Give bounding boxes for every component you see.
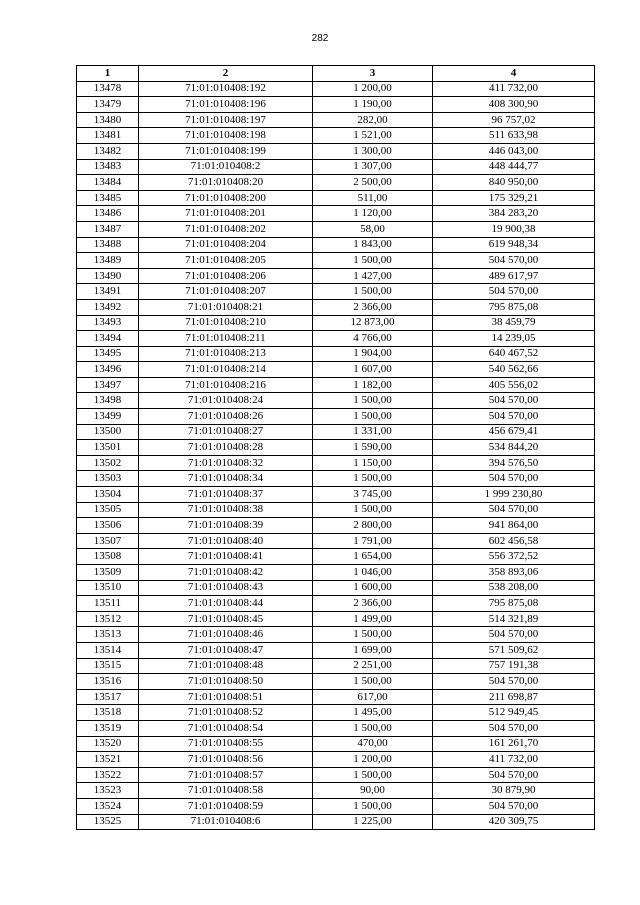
table-cell-col-2: 71:01:010408:201	[139, 206, 313, 222]
table-cell-col-2: 71:01:010408:204	[139, 237, 313, 253]
table-cell-col-4: 384 283,20	[433, 206, 595, 222]
table-cell-col-4: 640 467,52	[433, 346, 595, 362]
table-cell-col-1: 13478	[77, 81, 139, 97]
table-cell-col-1: 13500	[77, 424, 139, 440]
table-row	[77, 315, 595, 331]
table-cell-col-4: 96 757,02	[433, 112, 595, 128]
table-cell-col-3: 2 500,00	[313, 175, 433, 191]
table-cell-col-1: 13486	[77, 206, 139, 222]
table-cell-col-1: 13513	[77, 627, 139, 643]
column-header-1: 1	[77, 66, 139, 82]
table-cell-col-1: 13504	[77, 487, 139, 503]
table-cell-col-1: 13483	[77, 159, 139, 175]
table-row	[77, 409, 595, 425]
table-row	[77, 533, 595, 549]
table-cell-col-2: 71:01:010408:6	[139, 814, 313, 830]
table-cell-col-2: 71:01:010408:32	[139, 455, 313, 471]
table-cell-col-1: 13514	[77, 642, 139, 658]
table-cell-col-4: 456 679,41	[433, 424, 595, 440]
table-row	[77, 471, 595, 487]
table-cell-col-2: 71:01:010408:55	[139, 736, 313, 752]
table-cell-col-3: 1 521,00	[313, 128, 433, 144]
table-cell-col-2: 71:01:010408:205	[139, 253, 313, 269]
table-row	[77, 736, 595, 752]
table-cell-col-1: 13498	[77, 393, 139, 409]
table-cell-col-2: 71:01:010408:52	[139, 705, 313, 721]
table-cell-col-2: 71:01:010408:202	[139, 221, 313, 237]
table-cell-col-3: 1 500,00	[313, 798, 433, 814]
table-cell-col-4: 30 879,90	[433, 783, 595, 799]
table-row	[77, 112, 595, 128]
table-cell-col-4: 38 459,79	[433, 315, 595, 331]
table-row	[77, 440, 595, 456]
table-cell-col-3: 1 190,00	[313, 97, 433, 113]
table-cell-col-1: 13479	[77, 97, 139, 113]
table-row	[77, 502, 595, 518]
table-cell-col-3: 1 046,00	[313, 565, 433, 581]
table-cell-col-2: 71:01:010408:50	[139, 674, 313, 690]
table-row	[77, 97, 595, 113]
table-cell-col-3: 12 873,00	[313, 315, 433, 331]
table-cell-col-2: 71:01:010408:21	[139, 299, 313, 315]
table-cell-col-4: 757 191,38	[433, 658, 595, 674]
table-cell-col-1: 13515	[77, 658, 139, 674]
table-cell-col-3: 2 366,00	[313, 596, 433, 612]
table-cell-col-3: 4 766,00	[313, 331, 433, 347]
table-cell-col-4: 14 239,05	[433, 331, 595, 347]
table-cell-col-1: 13490	[77, 268, 139, 284]
table-cell-col-4: 504 570,00	[433, 627, 595, 643]
table-row	[77, 81, 595, 97]
table-row	[77, 424, 595, 440]
table-cell-col-1: 13489	[77, 253, 139, 269]
table-cell-col-4: 394 576,50	[433, 455, 595, 471]
table-cell-col-4: 504 570,00	[433, 393, 595, 409]
table-cell-col-1: 13511	[77, 596, 139, 612]
table-cell-col-3: 1 495,00	[313, 705, 433, 721]
table-cell-col-4: 408 300,90	[433, 97, 595, 113]
table-header-row	[77, 66, 595, 82]
table-row	[77, 642, 595, 658]
table-cell-col-1: 13491	[77, 284, 139, 300]
table-cell-col-2: 71:01:010408:44	[139, 596, 313, 612]
table-cell-col-3: 1 331,00	[313, 424, 433, 440]
table-cell-col-1: 13497	[77, 377, 139, 393]
table-cell-col-1: 13516	[77, 674, 139, 690]
table-cell-col-1: 13494	[77, 331, 139, 347]
table-row	[77, 549, 595, 565]
table-cell-col-4: 446 043,00	[433, 143, 595, 159]
table-row	[77, 783, 595, 799]
table-cell-col-1: 13488	[77, 237, 139, 253]
table-cell-col-2: 71:01:010408:214	[139, 362, 313, 378]
table-cell-col-2: 71:01:010408:40	[139, 533, 313, 549]
table-cell-col-3: 1 607,00	[313, 362, 433, 378]
table-cell-col-3: 1 200,00	[313, 752, 433, 768]
table-cell-col-3: 282,00	[313, 112, 433, 128]
table-cell-col-1: 13507	[77, 533, 139, 549]
table-row	[77, 346, 595, 362]
table-cell-col-3: 1 654,00	[313, 549, 433, 565]
table-cell-col-4: 571 509,62	[433, 642, 595, 658]
table-cell-col-3: 1 791,00	[313, 533, 433, 549]
table-cell-col-3: 1 500,00	[313, 253, 433, 269]
table-cell-col-2: 71:01:010408:38	[139, 502, 313, 518]
table-cell-col-4: 358 893,06	[433, 565, 595, 581]
table-cell-col-2: 71:01:010408:58	[139, 783, 313, 799]
table-row	[77, 175, 595, 191]
table-row	[77, 627, 595, 643]
table-cell-col-4: 540 562,66	[433, 362, 595, 378]
table-row	[77, 720, 595, 736]
table-row	[77, 705, 595, 721]
table-cell-col-3: 1 300,00	[313, 143, 433, 159]
table-cell-col-3: 1 500,00	[313, 409, 433, 425]
table-row	[77, 206, 595, 222]
table-row	[77, 487, 595, 503]
table-cell-col-4: 504 570,00	[433, 284, 595, 300]
table-cell-col-1: 13522	[77, 767, 139, 783]
table-row	[77, 674, 595, 690]
table-row	[77, 596, 595, 612]
table-row	[77, 190, 595, 206]
table-cell-col-4: 511 633,98	[433, 128, 595, 144]
table-row	[77, 362, 595, 378]
table-cell-col-3: 1 182,00	[313, 377, 433, 393]
table-cell-col-4: 504 570,00	[433, 502, 595, 518]
table-cell-col-3: 2 800,00	[313, 518, 433, 534]
table-cell-col-2: 71:01:010408:199	[139, 143, 313, 159]
table-cell-col-4: 602 456,58	[433, 533, 595, 549]
table-row	[77, 455, 595, 471]
table-cell-col-4: 504 570,00	[433, 674, 595, 690]
table-cell-col-4: 19 900,38	[433, 221, 595, 237]
table-cell-col-4: 175 329,21	[433, 190, 595, 206]
table-cell-col-1: 13512	[77, 611, 139, 627]
table-cell-col-2: 71:01:010408:51	[139, 689, 313, 705]
table-cell-col-2: 71:01:010408:24	[139, 393, 313, 409]
table-cell-col-2: 71:01:010408:43	[139, 580, 313, 596]
table-cell-col-4: 1 999 230,80	[433, 487, 595, 503]
table-row	[77, 253, 595, 269]
table-cell-col-2: 71:01:010408:46	[139, 627, 313, 643]
table-cell-col-3: 1 200,00	[313, 81, 433, 97]
table-cell-col-4: 512 949,45	[433, 705, 595, 721]
table-cell-col-1: 13509	[77, 565, 139, 581]
table-cell-col-3: 1 500,00	[313, 393, 433, 409]
table-cell-col-2: 71:01:010408:200	[139, 190, 313, 206]
table-cell-col-4: 534 844,20	[433, 440, 595, 456]
table-cell-col-3: 1 120,00	[313, 206, 433, 222]
table-cell-col-4: 795 875,08	[433, 596, 595, 612]
table-cell-col-1: 13523	[77, 783, 139, 799]
table-cell-col-2: 71:01:010408:59	[139, 798, 313, 814]
table-cell-col-1: 13487	[77, 221, 139, 237]
table-cell-col-2: 71:01:010408:197	[139, 112, 313, 128]
table-cell-col-3: 2 366,00	[313, 299, 433, 315]
table-row	[77, 798, 595, 814]
table-cell-col-1: 13484	[77, 175, 139, 191]
table-cell-col-1: 13496	[77, 362, 139, 378]
table-cell-col-4: 504 570,00	[433, 767, 595, 783]
table-cell-col-1: 13510	[77, 580, 139, 596]
table-cell-col-2: 71:01:010408:20	[139, 175, 313, 191]
table-cell-col-3: 1 699,00	[313, 642, 433, 658]
table-cell-col-1: 13519	[77, 720, 139, 736]
table-cell-col-2: 71:01:010408:192	[139, 81, 313, 97]
table-cell-col-3: 90,00	[313, 783, 433, 799]
table-cell-col-3: 1 500,00	[313, 767, 433, 783]
table-cell-col-4: 411 732,00	[433, 81, 595, 97]
table-cell-col-4: 556 372,52	[433, 549, 595, 565]
table-cell-col-3: 1 500,00	[313, 627, 433, 643]
table-cell-col-3: 1 500,00	[313, 471, 433, 487]
table-cell-col-4: 619 948,34	[433, 237, 595, 253]
table-cell-col-1: 13485	[77, 190, 139, 206]
table-cell-col-4: 504 570,00	[433, 720, 595, 736]
table-cell-col-4: 211 698,87	[433, 689, 595, 705]
table-cell-col-4: 448 444,77	[433, 159, 595, 175]
table-cell-col-1: 13508	[77, 549, 139, 565]
table-cell-col-3: 1 307,00	[313, 159, 433, 175]
cadastral-table	[76, 65, 595, 830]
table-cell-col-2: 71:01:010408:27	[139, 424, 313, 440]
table-cell-col-4: 405 556,02	[433, 377, 595, 393]
table-cell-col-1: 13482	[77, 143, 139, 159]
column-header-3: 3	[313, 66, 433, 82]
table-cell-col-4: 514 321,89	[433, 611, 595, 627]
table-cell-col-3: 1 500,00	[313, 720, 433, 736]
table-cell-col-2: 71:01:010408:34	[139, 471, 313, 487]
table-row	[77, 159, 595, 175]
table-row	[77, 518, 595, 534]
table-cell-col-2: 71:01:010408:207	[139, 284, 313, 300]
table-cell-col-4: 795 875,08	[433, 299, 595, 315]
table-cell-col-3: 1 500,00	[313, 284, 433, 300]
table-cell-col-1: 13524	[77, 798, 139, 814]
table-cell-col-3: 1 904,00	[313, 346, 433, 362]
table-row	[77, 689, 595, 705]
table-cell-col-1: 13501	[77, 440, 139, 456]
table-row	[77, 752, 595, 768]
table-row	[77, 299, 595, 315]
table-cell-col-4: 504 570,00	[433, 471, 595, 487]
table-cell-col-2: 71:01:010408:211	[139, 331, 313, 347]
table-row	[77, 658, 595, 674]
table-cell-col-3: 1 500,00	[313, 502, 433, 518]
table-cell-col-4: 941 864,00	[433, 518, 595, 534]
table-cell-col-3: 1 500,00	[313, 674, 433, 690]
table-cell-col-3: 1 427,00	[313, 268, 433, 284]
table-row	[77, 331, 595, 347]
table-cell-col-4: 161 261,70	[433, 736, 595, 752]
table-cell-col-1: 13480	[77, 112, 139, 128]
table-cell-col-4: 504 570,00	[433, 253, 595, 269]
table-cell-col-2: 71:01:010408:42	[139, 565, 313, 581]
table-cell-col-2: 71:01:010408:37	[139, 487, 313, 503]
table-cell-col-2: 71:01:010408:2	[139, 159, 313, 175]
table-cell-col-2: 71:01:010408:56	[139, 752, 313, 768]
table-cell-col-3: 1 499,00	[313, 611, 433, 627]
table-row	[77, 284, 595, 300]
table-cell-col-2: 71:01:010408:28	[139, 440, 313, 456]
table-row	[77, 611, 595, 627]
table-cell-col-1: 13493	[77, 315, 139, 331]
table-cell-col-3: 1 590,00	[313, 440, 433, 456]
table-cell-col-1: 13505	[77, 502, 139, 518]
column-header-2: 2	[139, 66, 313, 82]
table-cell-col-2: 71:01:010408:57	[139, 767, 313, 783]
column-header-4: 4	[433, 66, 595, 82]
table-cell-col-3: 1 843,00	[313, 237, 433, 253]
table-cell-col-4: 840 950,00	[433, 175, 595, 191]
table-row	[77, 767, 595, 783]
table-cell-col-1: 13502	[77, 455, 139, 471]
table-cell-col-2: 71:01:010408:210	[139, 315, 313, 331]
table-row	[77, 580, 595, 596]
table-body	[77, 81, 595, 830]
table-row	[77, 128, 595, 144]
table-cell-col-2: 71:01:010408:206	[139, 268, 313, 284]
table-row	[77, 565, 595, 581]
table-row	[77, 221, 595, 237]
table-cell-col-1: 13503	[77, 471, 139, 487]
table-cell-col-3: 2 251,00	[313, 658, 433, 674]
table-cell-col-2: 71:01:010408:196	[139, 97, 313, 113]
table-cell-col-1: 13518	[77, 705, 139, 721]
table-cell-col-4: 504 570,00	[433, 798, 595, 814]
table-cell-col-1: 13506	[77, 518, 139, 534]
table-row	[77, 393, 595, 409]
table-cell-col-2: 71:01:010408:213	[139, 346, 313, 362]
table-cell-col-3: 1 150,00	[313, 455, 433, 471]
table-cell-col-2: 71:01:010408:47	[139, 642, 313, 658]
table-row	[77, 377, 595, 393]
table-row	[77, 143, 595, 159]
table-cell-col-2: 71:01:010408:48	[139, 658, 313, 674]
table-cell-col-2: 71:01:010408:41	[139, 549, 313, 565]
page-number: 282	[311, 33, 329, 44]
table-cell-col-3: 1 600,00	[313, 580, 433, 596]
table-cell-col-1: 13521	[77, 752, 139, 768]
table-cell-col-1: 13525	[77, 814, 139, 830]
table-cell-col-3: 617,00	[313, 689, 433, 705]
table-cell-col-2: 71:01:010408:216	[139, 377, 313, 393]
table-cell-col-1: 13481	[77, 128, 139, 144]
table-cell-col-2: 71:01:010408:54	[139, 720, 313, 736]
table-cell-col-2: 71:01:010408:26	[139, 409, 313, 425]
table-cell-col-1: 13517	[77, 689, 139, 705]
table-row	[77, 268, 595, 284]
table-cell-col-4: 538 208,00	[433, 580, 595, 596]
table-cell-col-3: 470,00	[313, 736, 433, 752]
table-cell-col-4: 489 617,97	[433, 268, 595, 284]
table-cell-col-4: 504 570,00	[433, 409, 595, 425]
table-cell-col-2: 71:01:010408:45	[139, 611, 313, 627]
table-row	[77, 237, 595, 253]
table-cell-col-1: 13520	[77, 736, 139, 752]
table-cell-col-1: 13492	[77, 299, 139, 315]
table-cell-col-3: 58,00	[313, 221, 433, 237]
table-cell-col-1: 13499	[77, 409, 139, 425]
table-cell-col-4: 411 732,00	[433, 752, 595, 768]
table-row	[77, 814, 595, 830]
table-cell-col-1: 13495	[77, 346, 139, 362]
table-cell-col-3: 1 225,00	[313, 814, 433, 830]
table-cell-col-4: 420 309,75	[433, 814, 595, 830]
table-cell-col-2: 71:01:010408:198	[139, 128, 313, 144]
table-cell-col-3: 3 745,00	[313, 487, 433, 503]
table-cell-col-2: 71:01:010408:39	[139, 518, 313, 534]
table-cell-col-3: 511,00	[313, 190, 433, 206]
